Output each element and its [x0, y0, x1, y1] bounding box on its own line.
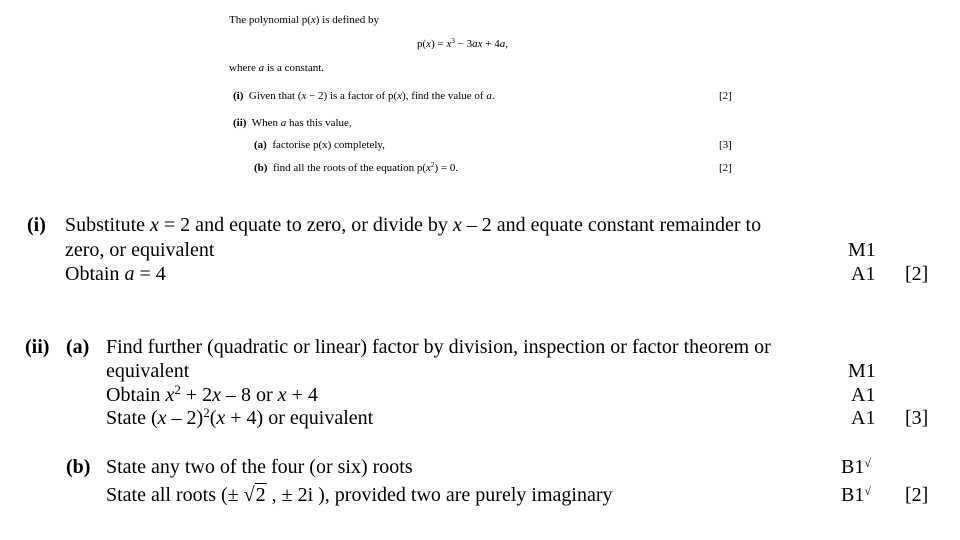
scheme-ii-a-line3: Obtain $x^2 + 2x - 8$ or x + 4	[106, 381, 318, 406]
question-part-ii-b-marks: [2]	[719, 162, 732, 174]
question-part-ii: (ii) When a has this value,	[233, 117, 352, 129]
question-constant-note: where a is a constant.	[229, 62, 325, 74]
scheme-ii-a-line2-mark: M1	[848, 360, 876, 382]
scheme-i-line2-mark: M1	[848, 239, 876, 261]
scheme-ii-a-line2: equivalent	[106, 360, 190, 382]
scheme-i-total: [2]	[905, 263, 929, 285]
scheme-i-line3-mark: A1	[851, 263, 876, 285]
scheme-i-line3: Obtain a = 4	[65, 263, 166, 285]
scheme-ii-a-line3-mark: A1	[851, 384, 876, 406]
scheme-ii-a-total: [3]	[905, 407, 929, 429]
scheme-ii-a-label: (a)	[66, 336, 90, 358]
scheme-i-line2: zero, or equivalent	[65, 239, 215, 261]
scheme-i-line1: Substitute x = 2 and equate to zero, or divide by x – 2 and equate constant remainder to	[65, 214, 762, 236]
follow-through-tick-icon: √	[864, 484, 871, 498]
question-intro: The polynomial p(x) is defined by	[229, 14, 379, 26]
scheme-ii-a-line4-mark: A1	[851, 407, 876, 429]
scheme-ii-a-line4: State (x – 2)$^2$(x + 4) or equivalent	[106, 404, 374, 429]
question-equation: $p(x) = x^3 - 3ax + 4a$,	[417, 37, 508, 50]
question-part-i: (i) Given that (x − 2) is a factor of p(x), find the value of a.	[233, 90, 495, 102]
scheme-ii-b-line2: State all roots (± √2 , ± 2i ), provided two are purely imaginary	[106, 484, 613, 506]
follow-through-tick-icon: √	[864, 456, 871, 470]
question-part-ii-b: (b) find all the roots of the equation $p(x^2) = 0$.	[254, 161, 459, 174]
question-part-ii-a: (a) factorise p(x) completely,	[254, 139, 385, 151]
scheme-i-label: (i)	[27, 214, 46, 236]
scheme-ii-b-line1: State any two of the four (or six) roots	[106, 456, 413, 478]
scheme-ii-b-label: (b)	[66, 456, 91, 478]
scheme-ii-b-total: [2]	[905, 484, 929, 506]
question-part-i-marks: [2]	[719, 90, 732, 102]
scheme-ii-label: (ii)	[25, 336, 50, 358]
question-part-ii-a-marks: [3]	[719, 139, 732, 151]
scheme-ii-b-line1-mark: B1√	[841, 456, 871, 478]
scheme-ii-a-line1: Find further (quadratic or linear) factor by division, inspection or factor theorem or	[106, 336, 771, 358]
scheme-ii-b-line2-mark: B1√	[841, 484, 871, 506]
